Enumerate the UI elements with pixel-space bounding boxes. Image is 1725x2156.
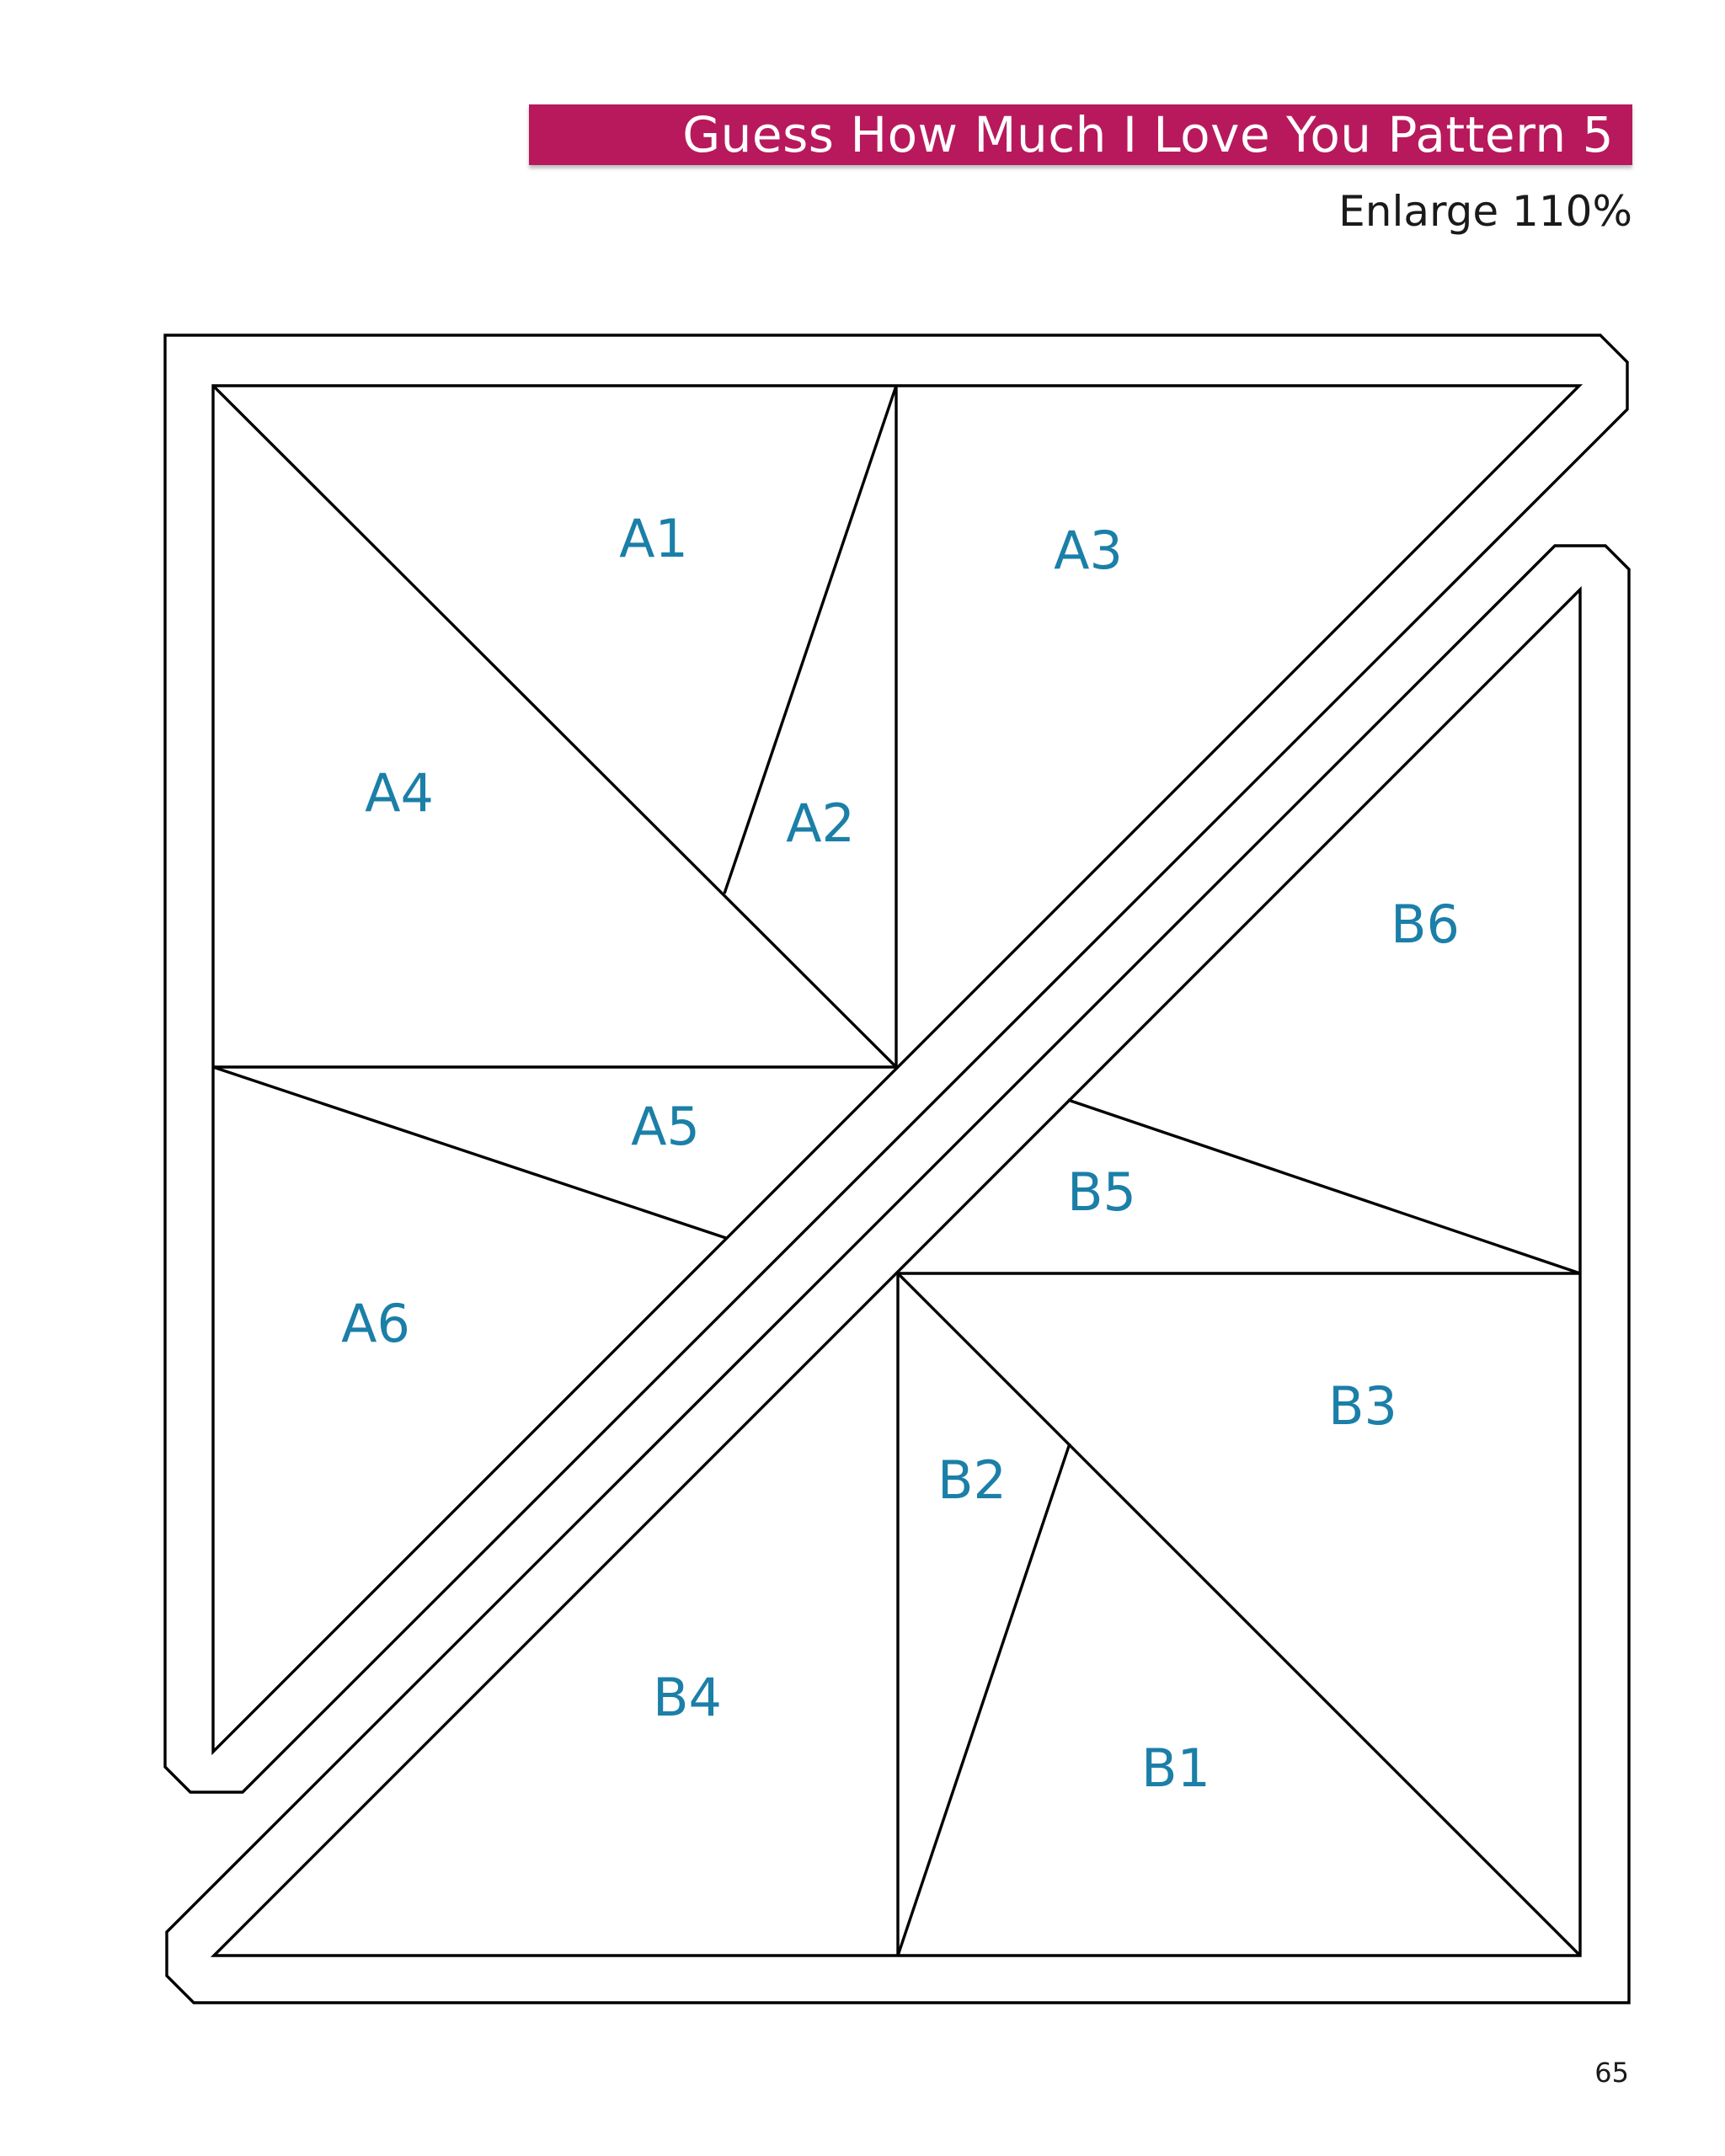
page-title: Guess How Much I Love You Pattern 5 bbox=[682, 106, 1614, 163]
label-a5: A5 bbox=[631, 1096, 700, 1158]
label-b5: B5 bbox=[1067, 1161, 1136, 1224]
label-b6: B6 bbox=[1391, 894, 1460, 956]
page-number: 65 bbox=[1594, 2057, 1629, 2089]
label-a2: A2 bbox=[786, 792, 855, 855]
seam-b1-b2 bbox=[898, 1444, 1070, 1956]
label-b4: B4 bbox=[653, 1667, 722, 1729]
seam-a4-diagonal bbox=[213, 386, 896, 1067]
seam-b5-b6 bbox=[1068, 1100, 1580, 1273]
label-a3: A3 bbox=[1054, 520, 1123, 582]
label-a6: A6 bbox=[341, 1293, 410, 1355]
label-b2: B2 bbox=[937, 1449, 1007, 1512]
label-b1: B1 bbox=[1141, 1737, 1210, 1800]
seam-b1-diagonal bbox=[898, 1273, 1580, 1956]
label-b3: B3 bbox=[1328, 1375, 1397, 1438]
enlarge-instruction: Enlarge 110% bbox=[1338, 187, 1632, 236]
label-a4: A4 bbox=[365, 762, 434, 825]
label-a1: A1 bbox=[619, 508, 688, 570]
